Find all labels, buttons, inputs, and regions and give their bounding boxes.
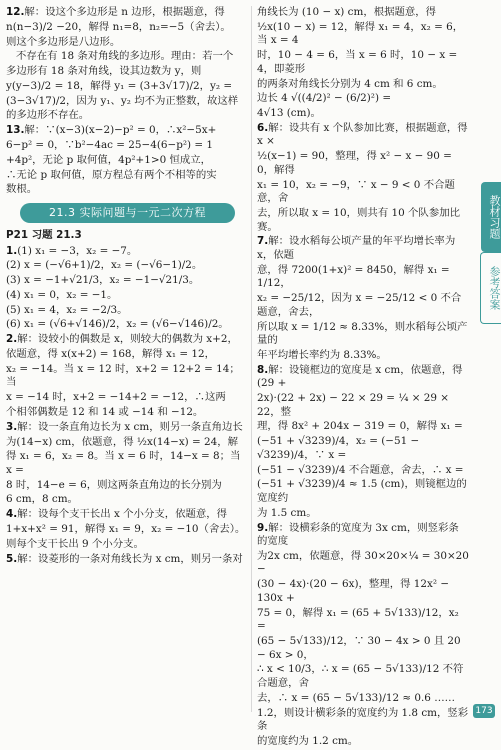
- answer-line: [6, 553, 247, 567]
- answer-text: y(y−3)/2 = 18，解得 y₁ = (3+3√17)/2，y₂ =: [6, 79, 233, 92]
- problem-number: 8.: [257, 363, 269, 376]
- answer-line: [257, 635, 469, 662]
- answer-text: ½(x−1) = 90，整理，得 x² − x − 90 = 0，解得: [257, 150, 452, 176]
- answer-line: [6, 154, 247, 168]
- left-answers-part1: [6, 6, 247, 197]
- answer-text: 1.2，则设计横彩条的宽度约为 1.8 cm，竖彩条: [257, 706, 469, 733]
- section-banner: 21.3 实际问题与一元二次方程: [20, 203, 235, 223]
- answer-text: 75 = 0，解得 x₁ = (65 + 5√133)/12，x₂ =: [257, 606, 459, 633]
- answer-line: [6, 318, 247, 332]
- answer-text: x₁ = 10，x₂ = −9，∵ x − 9 < 0 不合题意，舍: [257, 178, 455, 205]
- answer-text: x₂ = −25/12，因为 x = −25/12 < 0 不合题意，舍去，: [257, 292, 462, 318]
- side-tab-textbook-exercises: 教材习题: [481, 182, 501, 252]
- answer-text: 角线长为 (10 − x) cm，根据题意，得: [257, 6, 437, 18]
- answer-line: [6, 523, 247, 537]
- answer-text: 则每个支干长出 9 个小分支。: [6, 537, 144, 550]
- answer-text: n(n−3)/2 −20，解得 n₁=8，n₂=−5（舍去）。: [6, 20, 231, 33]
- answer-line: [6, 259, 247, 273]
- answer-line: [257, 107, 469, 121]
- answer-text: 1+x+x² = 91，解得 x₁ = 9，x₂ = −10（舍去）。: [6, 523, 246, 536]
- answer-line: [6, 436, 247, 450]
- answer-text: 解：设共有 x 个队参加比赛，根据题意，得 x ×: [257, 121, 468, 148]
- answer-line: [6, 304, 247, 318]
- answer-text: 解：设一条直角边长为 x cm，则另一条直角边长: [17, 420, 243, 433]
- answer-line: [6, 333, 247, 347]
- answer-text: x = −14 时，x+2 = −14+2 = −12，∴这两: [6, 391, 226, 404]
- answer-text: (−51 − √3239)/4 不合题意，舍去，∴ x =: [257, 463, 464, 476]
- side-tab-reference-answers: 参考答案: [480, 252, 501, 324]
- answer-text: (4) x₁ = 0，x₂ = −1。: [6, 288, 118, 301]
- answer-text: 解：设镜框边的宽度是 x cm，依题意，得 (29 +: [257, 363, 463, 390]
- answer-line: [6, 348, 247, 362]
- answer-line: [257, 235, 469, 262]
- answer-text: (5) x₁ = 4，x₂ = −2/3。: [6, 303, 128, 316]
- answer-text: 的宽度约为 1.2 cm。: [257, 734, 359, 747]
- answer-text: ½x(10 − x) = 12，解得 x₁ = 4，x₂ = 6，当 x = 4: [257, 20, 464, 47]
- answer-text: 时，10 − 4 = 6，当 x = 6 时，10 − x = 4，即菱形: [257, 49, 458, 75]
- answer-line: [6, 183, 247, 197]
- answer-line: [257, 349, 469, 363]
- answer-text: 解：∵(x−3)(x−2)−p² = 0，∴x²−5x+: [24, 124, 217, 137]
- answer-line: [6, 21, 247, 35]
- answer-line: [257, 507, 469, 521]
- answer-text: x₂ = −14。当 x = 12 时，x+2 = 12+2 = 14；当: [6, 362, 240, 389]
- answer-line: [257, 264, 469, 291]
- answer-line: [257, 522, 469, 549]
- answer-line: [6, 245, 247, 259]
- answer-text: 为(14−x) cm，依题意，得 ½x(14−x) = 24，解: [6, 435, 239, 448]
- answer-text: 年平均增长率约为 8.33%。: [257, 348, 387, 361]
- answer-line: [6, 479, 247, 493]
- answer-text: (−51 + √3239)/4，x₂ = (−51 − √3239)/4，∵ x =: [257, 435, 420, 461]
- answer-line: [6, 36, 247, 50]
- answer-line: [257, 464, 469, 478]
- answer-line: [257, 78, 469, 92]
- answer-line: [257, 21, 469, 48]
- answer-text: +4p²，无论 p 取何值，4p²+1>0 恒成立，: [6, 153, 212, 166]
- answer-text: 所以取 x = 1/12 ≈ 8.33%，则水稻每公顷产量的: [257, 320, 468, 347]
- answer-line: [6, 109, 247, 123]
- problem-number: 9.: [257, 521, 269, 534]
- answer-line: [257, 550, 469, 577]
- answer-line: [6, 139, 247, 153]
- answer-text: 去，所以取 x = 10，则共有 10 个队参加比赛。: [257, 207, 460, 233]
- answer-text: 理，得 8x² + 204x − 319 = 0，解得 x₁ =: [257, 420, 463, 433]
- answer-line: [257, 435, 469, 462]
- problem-number: 5.: [6, 552, 18, 565]
- answer-text: 8 时，14−e = 6，则这两条直角边的长分别为: [6, 478, 222, 491]
- answer-line: [257, 420, 469, 434]
- problem-number: 13.: [6, 124, 25, 137]
- exercise-subheading: P21 习题 21.3: [6, 228, 82, 241]
- answer-line: [6, 95, 247, 109]
- answer-text: 为 1.5 cm。: [257, 506, 317, 519]
- answer-text: 解：设横彩条的宽度为 3x cm，则竖彩条的宽度: [257, 521, 459, 548]
- answer-text: 意，得 7200(1+x)² = 8450，解得 x₁ = 1/12，: [257, 263, 450, 290]
- answer-line: [6, 538, 247, 552]
- answer-text: 2x)·(22 + 2x) − 22 × 29 = ¼ × 29 × 22，整: [257, 392, 449, 418]
- answer-text: 4√13 (cm)。: [257, 107, 321, 120]
- answer-text: (3) x = −1+√21/3，x₂ = −1−√21/3。: [6, 274, 200, 287]
- answer-text: 解：设每个支干长出 x 个小分支，依题意，得: [17, 508, 228, 521]
- answer-line: [257, 392, 469, 419]
- answer-line: [257, 707, 469, 734]
- answer-line: [257, 49, 469, 76]
- answer-line: [6, 363, 247, 390]
- answer-line: [6, 169, 247, 183]
- answer-text: 不存在有 18 条对角线的多边形。理由：若一个: [16, 50, 234, 63]
- answer-line: [257, 292, 469, 319]
- answer-text: (3−3√17)/2，因为 y₁、y₂ 均不为正整数，故这样: [6, 94, 239, 107]
- problem-number: 1.: [6, 244, 18, 257]
- answer-line: [257, 607, 469, 634]
- answer-line: [6, 493, 247, 507]
- problem-number: 6.: [257, 121, 269, 134]
- answer-text: 解：设这个多边形是 n 边形，根据题意，得: [24, 6, 225, 18]
- answer-text: ∴无论 p 取何值，原方程总有两个不相等的实: [6, 168, 217, 181]
- answer-line: [257, 321, 469, 348]
- answer-text: 多边形有 18 条对角线，设其边数为 y，则: [6, 65, 202, 78]
- problem-number: 7.: [257, 235, 269, 248]
- answer-text: (−51 + √3239)/4 ≈ 1.5 (cm)，则镜框边的宽度约: [257, 478, 467, 504]
- answer-text: 去，∴ x = (65 − 5√133)/12 ≈ 0.6 ……: [257, 691, 455, 704]
- answer-text: 边长 4 √((4/2)² − (6/2)²) =: [257, 92, 392, 105]
- answer-line: [257, 207, 469, 234]
- answer-line: [257, 6, 469, 20]
- right-column: [257, 6, 469, 750]
- answer-text: (2) x = (−√6+1)/2，x₂ = (−√6−1)/2。: [6, 259, 203, 272]
- answer-text: 得 x₁ = 6，x₂ = 8。当 x = 6 时，14−x = 8；当 x =: [6, 450, 241, 476]
- answer-line: [257, 663, 469, 690]
- left-answers-part2: [6, 245, 247, 567]
- answer-text: (1) x₁ = −3，x₂ = −7。: [17, 244, 138, 257]
- answer-line: [6, 508, 247, 522]
- answer-line: [257, 692, 469, 706]
- answer-text: 的两条对角线长分别为 4 cm 和 6 cm。: [257, 77, 443, 90]
- answer-line: [6, 80, 247, 94]
- answer-line: [257, 364, 469, 391]
- answer-line: [257, 122, 469, 149]
- answer-text: 依题意，得 x(x+2) = 168，解得 x₁ = 12，: [6, 348, 215, 361]
- left-column: [6, 6, 247, 567]
- column-divider: [251, 6, 252, 712]
- answer-line: [257, 578, 469, 605]
- answer-line: [6, 65, 247, 79]
- problem-number: 2.: [6, 333, 18, 346]
- answer-line: [6, 274, 247, 288]
- answer-line: [6, 450, 247, 477]
- answer-text: 6 cm，8 cm。: [6, 493, 78, 506]
- answer-line: [6, 6, 247, 20]
- answer-line: [6, 391, 247, 405]
- answer-line: [6, 406, 247, 420]
- answer-text: 解：设菱形的一条对角线长为 x cm，则另一条对: [17, 552, 243, 565]
- answer-line: [257, 92, 469, 106]
- answer-text: (65 − 5√133)/12，∵ 30 − 4x > 0 且 20 − 6x > 0，: [257, 635, 461, 661]
- answer-text: 数根。: [6, 183, 38, 196]
- answer-text: 的多边形不存在。: [6, 109, 90, 122]
- answer-text: 为2x cm，依题意，得 30×20×¼ = 30×20 −: [257, 549, 469, 576]
- answer-text: ∴ x < 10/3，∴ x = (65 − 5√133)/12 不符合题意，舍: [257, 663, 464, 689]
- answer-line: [257, 735, 469, 749]
- problem-number: 3.: [6, 420, 18, 433]
- answer-line: [257, 179, 469, 206]
- answer-text: (30 − 4x)·(20 − 6x)，整理，得 12x² − 130x +: [257, 578, 450, 604]
- answer-text: (6) x₁ = (√6+√146)/2，x₂ = (√6−√146)/2。: [6, 318, 229, 331]
- answer-text: 解：设水稻每公顷产量的年平均增长率为 x，依题: [257, 235, 456, 261]
- answer-line: [6, 124, 247, 138]
- answer-line: [6, 421, 247, 435]
- answer-text: 个相邻偶数是 12 和 14 或 −14 和 −12。: [6, 405, 204, 418]
- page-number: 173: [473, 704, 495, 718]
- answer-text: 则这个多边形是八边形。: [6, 35, 121, 48]
- answer-line: [257, 150, 469, 177]
- right-answers: [257, 6, 469, 749]
- answer-line: [6, 50, 247, 64]
- problem-number: 12.: [6, 6, 25, 18]
- answer-text: 6−p² = 0，∵b²−4ac = 25−4(6−p²) = 1: [6, 139, 214, 152]
- answer-text: 解：设较小的偶数是 x，则较大的偶数为 x+2，: [17, 333, 238, 346]
- answer-line: [257, 478, 469, 505]
- answer-line: [6, 289, 247, 303]
- problem-number: 4.: [6, 508, 18, 521]
